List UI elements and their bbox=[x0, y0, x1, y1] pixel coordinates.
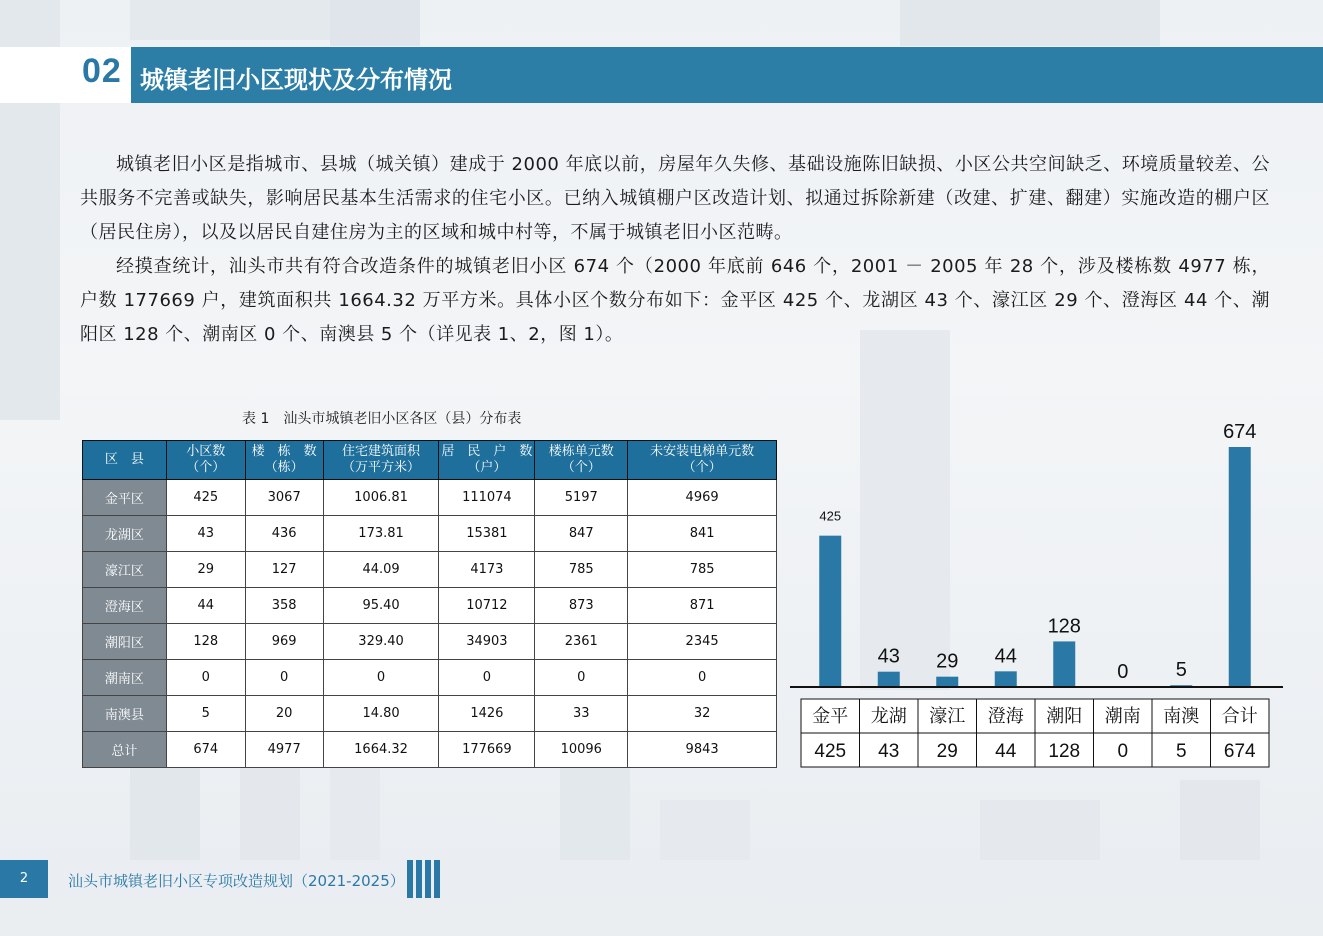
data-label: 0 bbox=[1117, 661, 1129, 683]
header-floor-area: 住宅建筑面积 （万平方米） bbox=[323, 441, 439, 480]
cell: 0 bbox=[535, 660, 628, 696]
cell: 14.80 bbox=[323, 696, 439, 732]
cell: 1006.81 bbox=[323, 480, 439, 516]
bar-潮阳 bbox=[1053, 641, 1075, 687]
table-value: 43 bbox=[878, 741, 900, 762]
row-district: 南澳县 bbox=[83, 696, 167, 732]
cell: 128 bbox=[166, 624, 245, 660]
table-row bbox=[83, 696, 777, 732]
bar-澄海 bbox=[995, 671, 1017, 687]
footer-title: 汕头市城镇老旧小区专项改造规划（2021-2025） bbox=[68, 872, 405, 890]
cell: 1426 bbox=[439, 696, 535, 732]
paragraph-definition: 城镇老旧小区是指城市、县城（城关镇）建成于 2000 年底以前，房屋年久失修、基础设施陈旧缺损、小区公共空间缺乏、环境质量较差、公共服务不完善或缺失，影响居民基本生活需求的住宅小区。已纳入城镇棚户区改造计划、拟通过拆除新建（改建、扩建、翻建）实施改造的棚户区（居民住房），以及以居民自建住房为主的区域和城中村等，不属于城镇老旧小区范畴。 bbox=[80, 154, 1270, 243]
cell: 44 bbox=[166, 588, 245, 624]
cell: 32 bbox=[628, 696, 777, 732]
table-caption: 表 1 汕头市城镇老旧小区各区（县）分布表 bbox=[242, 411, 522, 427]
header-building-count: 楼 栋 数 （栋） bbox=[245, 441, 323, 480]
cell: 5197 bbox=[535, 480, 628, 516]
table-row-total bbox=[83, 732, 777, 768]
row-district: 总计 bbox=[83, 732, 167, 768]
bar-合计 bbox=[1229, 447, 1251, 687]
row-district: 金平区 bbox=[83, 480, 167, 516]
cell: 847 bbox=[535, 516, 628, 552]
bar-濠江 bbox=[936, 677, 958, 687]
tick-label: 金平 bbox=[812, 706, 849, 727]
cell: 43 bbox=[166, 516, 245, 552]
header-households: 居 民 户 数 （户） bbox=[439, 441, 535, 480]
tick-label: 潮阳 bbox=[1046, 706, 1083, 727]
header-units-without-elevator: 未安装电梯单元数 （个） bbox=[628, 441, 777, 480]
cell: 785 bbox=[628, 552, 777, 588]
cell: 177669 bbox=[439, 732, 535, 768]
cell: 0 bbox=[245, 660, 323, 696]
paragraph-statistics: 经摸查统计，汕头市共有符合改造条件的城镇老旧小区 674 个（2000 年底前 646 个，2001 － 2005 年 28 个，涉及楼栋数 4977 栋，户数 177669 户，建筑面积共 1664.32 万平方米。具体小区个数分布如下：金平区 425 个、龙湖区 43 个、濠江区 29 个、澄海区 44 个、潮阳区 128 个、潮南区 0 个、南澳县 5 个（详见表 1、2，图 1）。 bbox=[80, 256, 1270, 345]
cell: 4977 bbox=[245, 732, 323, 768]
cell: 841 bbox=[628, 516, 777, 552]
cell: 10096 bbox=[535, 732, 628, 768]
cell: 871 bbox=[628, 588, 777, 624]
cell: 173.81 bbox=[323, 516, 439, 552]
table-row bbox=[83, 624, 777, 660]
data-label: 674 bbox=[1223, 421, 1257, 443]
tick-label: 合计 bbox=[1221, 706, 1258, 727]
section-title: 城镇老旧小区现状及分布情况 bbox=[140, 66, 452, 94]
footer-bars-icon bbox=[407, 860, 441, 898]
table-value: 44 bbox=[995, 741, 1017, 762]
table-value: 29 bbox=[936, 741, 958, 762]
table-row bbox=[83, 660, 777, 696]
row-district: 龙湖区 bbox=[83, 516, 167, 552]
page-number: 2 bbox=[0, 860, 48, 898]
body-text bbox=[80, 148, 1270, 352]
cell: 111074 bbox=[439, 480, 535, 516]
section-number: 02 bbox=[82, 52, 122, 90]
row-district: 潮南区 bbox=[83, 660, 167, 696]
cell: 33 bbox=[535, 696, 628, 732]
header-district: 区 县 bbox=[83, 441, 167, 480]
cell: 358 bbox=[245, 588, 323, 624]
table-header-row bbox=[83, 441, 777, 480]
table-value: 5 bbox=[1175, 741, 1187, 762]
table-row bbox=[83, 516, 777, 552]
cell: 0 bbox=[166, 660, 245, 696]
data-label: 128 bbox=[1047, 615, 1081, 638]
cell: 10712 bbox=[439, 588, 535, 624]
cell: 0 bbox=[323, 660, 439, 696]
cell: 34903 bbox=[439, 624, 535, 660]
cell: 969 bbox=[245, 624, 323, 660]
bar-龙湖 bbox=[878, 672, 900, 687]
cell: 0 bbox=[439, 660, 535, 696]
row-district: 潮阳区 bbox=[83, 624, 167, 660]
row-district: 澄海区 bbox=[83, 588, 167, 624]
tick-label: 澄海 bbox=[987, 706, 1024, 727]
table-value: 425 bbox=[814, 741, 847, 762]
cell: 4173 bbox=[439, 552, 535, 588]
cell: 3067 bbox=[245, 480, 323, 516]
tick-label: 南澳 bbox=[1163, 706, 1200, 727]
cell: 873 bbox=[535, 588, 628, 624]
cell: 2361 bbox=[535, 624, 628, 660]
cell: 674 bbox=[166, 732, 245, 768]
data-label: 29 bbox=[936, 650, 959, 673]
cell: 15381 bbox=[439, 516, 535, 552]
cell: 5 bbox=[166, 696, 245, 732]
cell: 9843 bbox=[628, 732, 777, 768]
cell: 1664.32 bbox=[323, 732, 439, 768]
table-row bbox=[83, 480, 777, 516]
data-label: 425 bbox=[819, 508, 842, 524]
tick-label: 龙湖 bbox=[870, 706, 907, 727]
cell: 127 bbox=[245, 552, 323, 588]
table-value: 128 bbox=[1048, 741, 1081, 762]
data-label: 5 bbox=[1175, 659, 1187, 682]
cell: 95.40 bbox=[323, 588, 439, 624]
cell: 4969 bbox=[628, 480, 777, 516]
cell: 329.40 bbox=[323, 624, 439, 660]
bar-金平 bbox=[819, 536, 841, 687]
header-community-count: 小区数 （个） bbox=[166, 441, 245, 480]
tick-label: 濠江 bbox=[929, 706, 966, 727]
table-value: 674 bbox=[1223, 741, 1256, 762]
header-building-units: 楼栋单元数 （个） bbox=[535, 441, 628, 480]
table-row bbox=[83, 552, 777, 588]
table-value: 0 bbox=[1117, 741, 1129, 762]
cell: 2345 bbox=[628, 624, 777, 660]
cell: 785 bbox=[535, 552, 628, 588]
cell: 0 bbox=[628, 660, 777, 696]
bar-chart bbox=[788, 400, 1288, 780]
data-label: 44 bbox=[994, 645, 1017, 668]
data-label: 43 bbox=[877, 645, 900, 668]
table-row bbox=[83, 588, 777, 624]
distribution-table bbox=[82, 440, 777, 768]
row-district: 濠江区 bbox=[83, 552, 167, 588]
cell: 20 bbox=[245, 696, 323, 732]
cell: 44.09 bbox=[323, 552, 439, 588]
cell: 29 bbox=[166, 552, 245, 588]
cell: 436 bbox=[245, 516, 323, 552]
tick-label: 潮南 bbox=[1104, 706, 1141, 727]
cell: 425 bbox=[166, 480, 245, 516]
